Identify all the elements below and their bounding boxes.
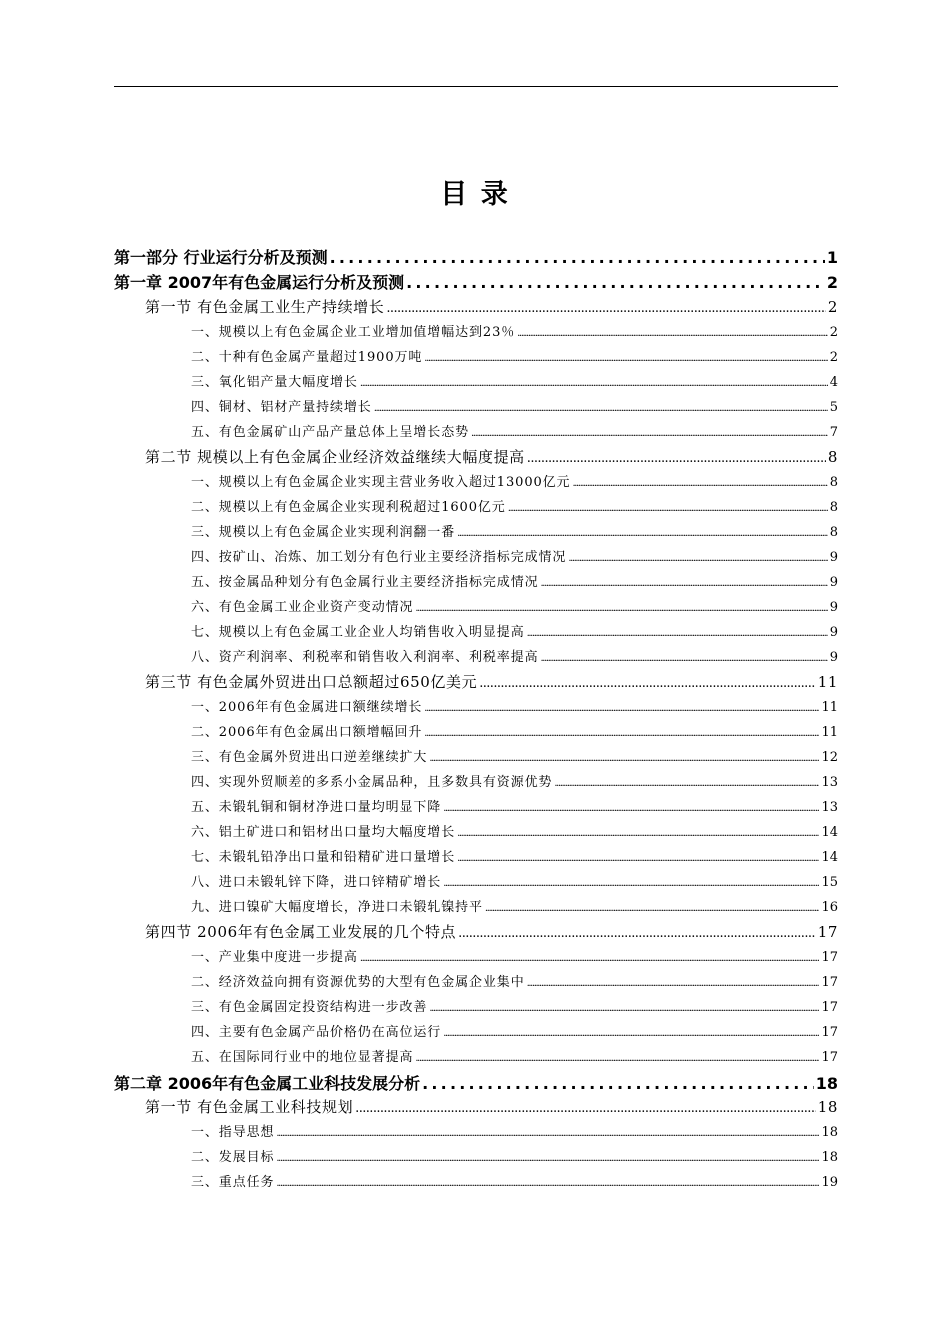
- toc-entry-item[interactable]: [191, 646, 838, 666]
- toc-entry-page-number: 2: [826, 273, 838, 292]
- toc-entry-item[interactable]: [191, 746, 838, 766]
- dot-leader: [458, 926, 816, 941]
- toc-entry-section[interactable]: [145, 446, 838, 468]
- toc-entry-section[interactable]: [145, 1096, 838, 1118]
- toc-entry-chapter[interactable]: [114, 270, 838, 292]
- toc-entry-page-number: 5: [829, 400, 838, 415]
- toc-entry-label: 五、未锻轧铜和铜材净进口量均明显下降: [191, 800, 442, 815]
- toc-entry-label: 一、规模以上有色金属企业实现主营业务收入超过13000亿元: [191, 475, 571, 490]
- toc-entry-item[interactable]: [191, 421, 838, 441]
- dot-leader: [443, 878, 819, 889]
- dot-leader: [360, 378, 828, 389]
- toc-entry-page-number: 13: [821, 775, 838, 790]
- toc-entry-page-number: 14: [821, 850, 838, 865]
- toc-entry-item[interactable]: [191, 696, 838, 716]
- toc-entry-page-number: 17: [817, 923, 838, 941]
- toc-entry-item[interactable]: [191, 1046, 838, 1066]
- toc-entry-page-number: 8: [829, 475, 838, 490]
- dot-leader: [541, 578, 828, 589]
- dot-leader: [330, 248, 825, 267]
- toc-entry-item[interactable]: [191, 771, 838, 791]
- dot-leader: [355, 1101, 816, 1116]
- toc-entry-label: 第一节 有色金属工业科技规划: [145, 1098, 354, 1116]
- toc-title: 目 录: [440, 179, 510, 210]
- toc-entry-page-number: 9: [829, 650, 838, 665]
- toc-entry-label: 一、产业集中度进一步提高: [191, 950, 358, 965]
- toc-entry-label: 四、铜材、铝材产量持续增长: [191, 400, 372, 415]
- toc-entry-page-number: 11: [817, 673, 838, 691]
- toc-entry-item[interactable]: [191, 1146, 838, 1166]
- dot-leader: [276, 1153, 819, 1164]
- toc-entry-label: 四、按矿山、冶炼、加工划分有色行业主要经济指标完成情况: [191, 550, 567, 565]
- toc-entry-chapter[interactable]: [114, 1071, 838, 1093]
- toc-entry-label: 二、规模以上有色金属企业实现利税超过1600亿元: [191, 500, 506, 515]
- dot-leader: [541, 653, 828, 664]
- toc-entry-page-number: 17: [821, 950, 838, 965]
- toc-entry-item[interactable]: [191, 321, 838, 341]
- dot-leader: [527, 451, 826, 466]
- toc-entry-page-number: 9: [829, 550, 838, 565]
- toc-entry-label: 七、规模以上有色金属工业企业人均销售收入明显提高: [191, 625, 525, 640]
- toc-entry-label: 八、资产利润率、利税率和销售收入利润率、利税率提高: [191, 650, 539, 665]
- toc-entry-page-number: 14: [821, 825, 838, 840]
- toc-entry-page-number: 19: [821, 1175, 838, 1190]
- toc-entry-page-number: 18: [817, 1098, 838, 1116]
- toc-entry-item[interactable]: [191, 796, 838, 816]
- toc-entry-item[interactable]: [191, 1121, 838, 1141]
- toc-entry-label: 七、未锻轧铅净出口量和铅精矿进口量增长: [191, 850, 456, 865]
- dot-leader: [479, 676, 816, 691]
- dot-leader: [443, 803, 819, 814]
- toc-entry-item[interactable]: [191, 871, 838, 891]
- toc-entry-page-number: 4: [829, 375, 838, 390]
- dot-leader: [471, 428, 828, 439]
- toc-entry-page-number: 17: [821, 1050, 838, 1065]
- toc-entry-item[interactable]: [191, 821, 838, 841]
- dot-leader: [527, 628, 828, 639]
- dot-leader: [457, 828, 819, 839]
- toc-entry-page-number: 11: [821, 700, 838, 715]
- toc-entry-section[interactable]: [145, 296, 838, 318]
- toc-entry-label: 六、有色金属工业企业资产变动情况: [191, 600, 414, 615]
- toc-entry-item[interactable]: [191, 896, 838, 916]
- toc-entry-page-number: 8: [829, 525, 838, 540]
- toc-entry-label: 四、实现外贸顺差的多系小金属品种，且多数具有资源优势: [191, 775, 553, 790]
- dot-leader: [457, 853, 819, 864]
- toc-entry-page-number: 16: [821, 900, 838, 915]
- toc-entry-page-number: 13: [821, 800, 838, 815]
- toc-entry-page-number: 17: [821, 1000, 838, 1015]
- toc-entry-label: 六、铝土矿进口和铝材出口量均大幅度增长: [191, 825, 456, 840]
- toc-entry-item[interactable]: [191, 1021, 838, 1041]
- toc-entry-label: 三、有色金属固定投资结构进一步改善: [191, 1000, 428, 1015]
- toc-entry-label: 三、重点任务: [191, 1175, 275, 1190]
- toc-entry-label: 二、2006年有色金属出口额增幅回升: [191, 725, 423, 740]
- dot-leader: [424, 703, 819, 714]
- toc-entry-page-number: 7: [829, 425, 838, 440]
- toc-entry-label: 五、按金属品种划分有色金属行业主要经济指标完成情况: [191, 575, 539, 590]
- toc-entry-page-number: 18: [821, 1125, 838, 1140]
- toc-entry-page-number: 18: [821, 1150, 838, 1165]
- toc-entry-page-number: 11: [821, 725, 838, 740]
- toc-entry-item[interactable]: [191, 971, 838, 991]
- toc-entry-item[interactable]: [191, 521, 838, 541]
- dot-leader: [508, 503, 828, 514]
- dot-leader: [572, 478, 827, 489]
- dot-leader: [429, 1003, 819, 1014]
- toc-entry-section[interactable]: [145, 921, 838, 943]
- toc-entry-label: 八、进口未锻轧锌下降，进口锌精矿增长: [191, 875, 442, 890]
- toc-entry-label: 五、在国际同行业中的地位显著提高: [191, 1050, 414, 1065]
- toc-entry-item[interactable]: [191, 596, 838, 616]
- dot-leader: [422, 1074, 814, 1093]
- dot-leader: [386, 301, 825, 316]
- toc-entry-label: 二、发展目标: [191, 1150, 275, 1165]
- toc-entry-label: 九、进口镍矿大幅度增长，净进口未锻轧镍持平: [191, 900, 483, 915]
- toc-entry-page-number: 12: [821, 750, 838, 765]
- dot-leader: [406, 273, 825, 292]
- dot-leader: [276, 1128, 819, 1139]
- toc-entry-label: 五、有色金属矿山产品产量总体上呈增长态势: [191, 425, 470, 440]
- toc-entry-label: 一、指导思想: [191, 1125, 275, 1140]
- toc-entry-item[interactable]: [191, 496, 838, 516]
- dot-leader: [517, 328, 828, 339]
- toc-entry-label: 第一章 2007年有色金属运行分析及预测: [114, 273, 405, 292]
- toc-entry-label: 第一部分 行业运行分析及预测: [114, 248, 328, 267]
- toc-entry-label: 二、经济效益向拥有资源优势的大型有色金属企业集中: [191, 975, 525, 990]
- toc-entry-label: 三、氧化铝产量大幅度增长: [191, 375, 358, 390]
- dot-leader: [527, 978, 820, 989]
- toc-entry-item[interactable]: [191, 846, 838, 866]
- dot-leader: [360, 953, 820, 964]
- toc-entry-item[interactable]: [191, 571, 838, 591]
- toc-entry-item[interactable]: [191, 371, 838, 391]
- dot-leader: [443, 1028, 819, 1039]
- toc-entry-part[interactable]: [114, 245, 838, 267]
- dot-leader: [424, 728, 819, 739]
- toc-entry-label: 一、规模以上有色金属企业工业增加值增幅达到23％: [191, 325, 516, 340]
- toc-entry-item[interactable]: [191, 471, 838, 491]
- dot-leader: [374, 403, 828, 414]
- toc-entry-page-number: 9: [829, 600, 838, 615]
- toc-entry-page-number: 17: [821, 1025, 838, 1040]
- toc-entry-label: 四、主要有色金属产品价格仍在高位运行: [191, 1025, 442, 1040]
- toc-entry-page-number: 17: [821, 975, 838, 990]
- toc-entry-item[interactable]: [191, 946, 838, 966]
- toc-entry-item[interactable]: [191, 1171, 838, 1191]
- toc-entry-page-number: 1: [826, 248, 838, 267]
- toc-entry-page-number: 9: [829, 575, 838, 590]
- toc-entry-page-number: 2: [829, 350, 838, 365]
- toc-entry-label: 第一节 有色金属工业生产持续增长: [145, 298, 385, 316]
- toc-entry-page-number: 8: [827, 448, 838, 466]
- toc-entry-page-number: 2: [827, 298, 838, 316]
- toc-entry-item[interactable]: [191, 996, 838, 1016]
- toc-entry-label: 第二节 规模以上有色金属企业经济效益继续大幅度提高: [145, 448, 525, 466]
- toc-entry-page-number: 8: [829, 500, 838, 515]
- dot-leader: [415, 1053, 819, 1064]
- dot-leader: [429, 753, 819, 764]
- toc-entry-item[interactable]: [191, 721, 838, 741]
- toc-entry-page-number: 9: [829, 625, 838, 640]
- toc-entry-label: 第四节 2006年有色金属工业发展的几个特点: [145, 923, 457, 941]
- toc-entry-label: 第二章 2006年有色金属工业科技发展分析: [114, 1074, 421, 1093]
- dot-leader: [568, 553, 827, 564]
- dot-leader: [415, 603, 827, 614]
- toc-entry-item[interactable]: [191, 621, 838, 641]
- toc-entry-label: 二、十种有色金属产量超过1900万吨: [191, 350, 423, 365]
- toc-entry-page-number: 2: [829, 325, 838, 340]
- dot-leader: [457, 528, 828, 539]
- dot-leader: [554, 778, 819, 789]
- toc-entry-section[interactable]: [145, 671, 838, 693]
- toc-entry-page-number: 15: [821, 875, 838, 890]
- dot-leader: [276, 1178, 819, 1189]
- toc-entry-page-number: 18: [815, 1074, 838, 1093]
- toc-entry-label: 三、有色金属外贸进出口逆差继续扩大: [191, 750, 428, 765]
- dot-leader: [485, 903, 820, 914]
- toc-entry-item[interactable]: [191, 346, 838, 366]
- toc-entry-label: 第三节 有色金属外贸进出口总额超过650亿美元: [145, 673, 478, 691]
- toc-entry-label: 三、规模以上有色金属企业实现利润翻一番: [191, 525, 456, 540]
- toc-entry-item[interactable]: [191, 546, 838, 566]
- dot-leader: [424, 353, 827, 364]
- toc-entry-label: 一、2006年有色金属进口额继续增长: [191, 700, 423, 715]
- toc-entry-item[interactable]: [191, 396, 838, 416]
